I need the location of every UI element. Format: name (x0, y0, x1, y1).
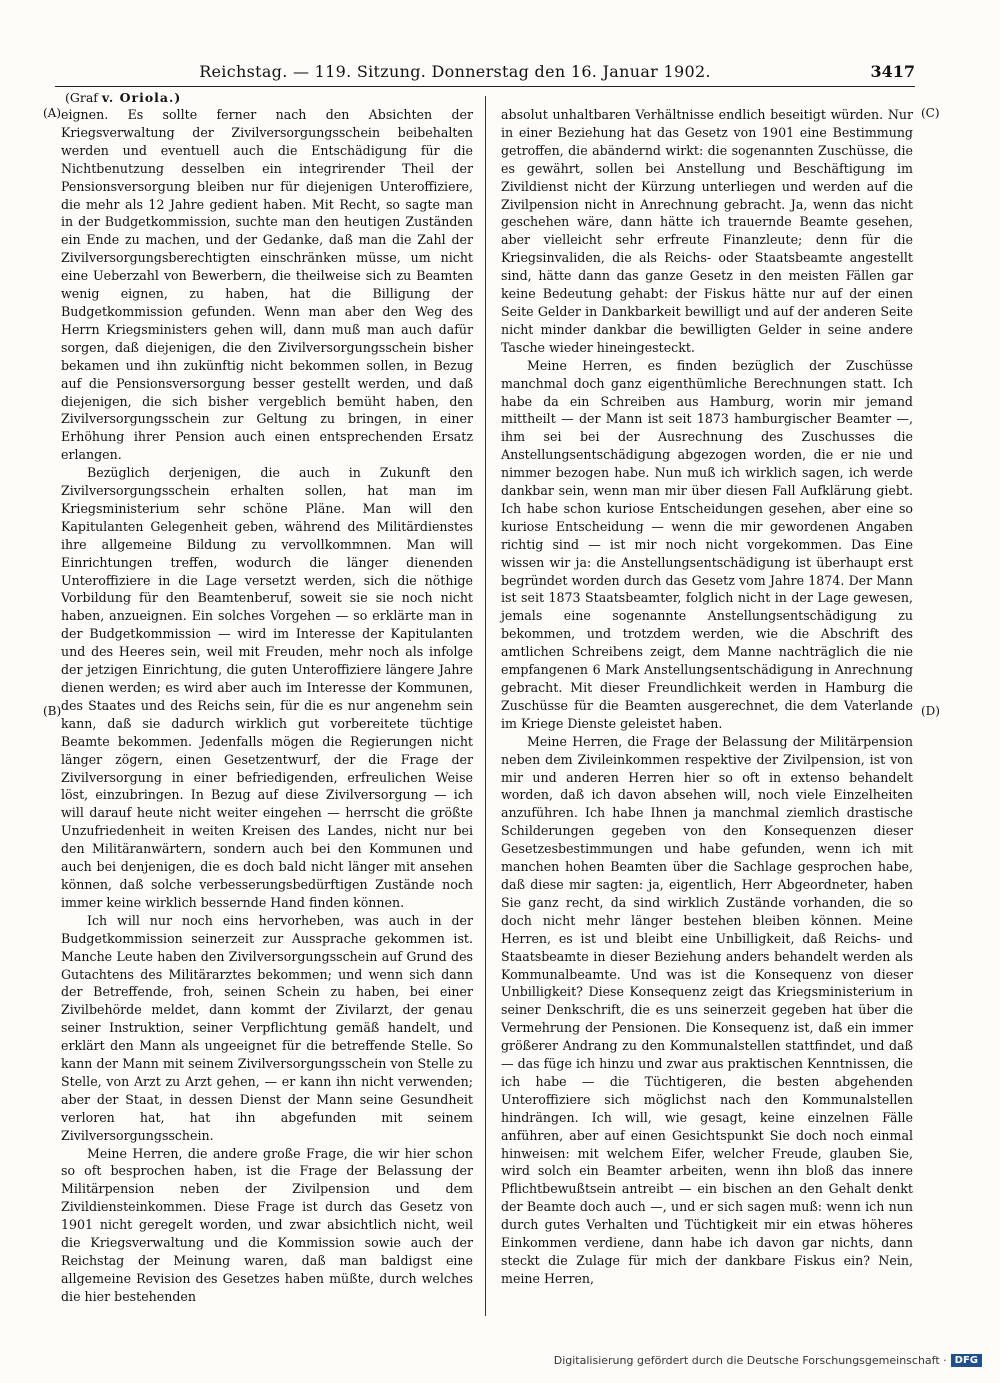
margin-mark-c: (C) (921, 106, 940, 120)
right-column (501, 106, 913, 1288)
paragraph: Ich will nur noch eins hervorheben, was auch in der Budgetkommission seinerzeit zur Aussprache gekommen ist. Manche Leute haben den Zivilversorgungsschein auf Grund des Gutachtens des Militärarztes bekommen; und wenn sich dann der Betreffende, froh, seinen Schein zu haben, bei einer Zivilbehörde meldet, dann kommt der Zivilarzt, der genau seiner Instruktion, seiner Verpflichtung gemäß handelt, und erklärt den Mann als ungeeignet für die betreffende Stelle. So kann der Mann mit seinem Zivilversorgungsschein von Stelle zu Stelle, von Arzt zu Arzt gehen, — er kann ihn nicht verwenden; aber der Staat, in dessen Dienst der Mann seine Gesundheit verloren hat, hat ihn abgefunden mit seinem Zivilversorgungsschein. (61, 912, 473, 1143)
paragraph: Meine Herren, es finden bezüglich der Zuschüsse manchmal doch ganz eigenthümliche Berechnungen statt. Ich habe da ein Schreiben aus Hamburg, worin mir jemand mittheilt — der Mann ist seit 1873 hamburgischer Beamter —, ihm sei bei der Ausrechnung des Zuschusses die Anstellungsentschädigung abgezogen worden, die er nie und nimmer bezogen habe. Nun muß ich wirklich sagen, ich werde dankbar sein, wenn man mir über diesen Fall Aufklärung giebt. Ich habe schon kuriose Entscheidungen gesehen, aber eine so kuriose Entscheidung — wenn die mir gewordenen Angaben richtig sind — ist mir noch nicht vorgekommen. Das Eine wissen wir ja: die Anstellungsentschädigung ist überhaupt erst begründet worden durch das Gesetz vom Jahre 1874. Der Mann ist seit 1873 Staatsbeamter, folglich nicht in der Lage gewesen, jemals eine sogenannte Anstellungsentschädigung zu bekommen, und trotzdem werden, wie die Abschrift des amtlichen Schreibens zeigt, dem Manne nachträglich die nie empfangenen 6 Mark Anstellungsentschädigung in Anrechnung gebracht. Mit dieser Freundlichkeit werden in Hamburg die Zuschüsse für die Beamten ausgerechnet, die dem Vaterlande im Kriege Dienste geleistet haben. (501, 357, 913, 731)
dfg-logo: DFG (951, 1354, 982, 1367)
left-column (61, 106, 473, 1306)
footer-text: Digitalisierung gefördert durch die Deutsche Forschungsgemeinschaft · (553, 1354, 947, 1367)
paragraph: absolut unhaltbaren Verhältnisse endlich beseitigt würden. Nur in einer Beziehung hat das Gesetz von 1901 eine Bestimmung getroffen, die abändernd wirkt: die sogenannten Zuschüsse, die es gewährt, sollen bei Anstellung und Beschäftigung im Zivildienst nicht der Kürzung unterliegen und werden auf die Zivilpension nicht in Anrechnung gebracht. Ja, wenn das nicht geschehen wäre, dann hätte ich trauernde Beamte gesehen, aber vielleicht sehr erfreute Finanzleute; denn für die Kriegsinvaliden, die als Reichs- oder Staatsbeamte angestellt sind, hätte dann das ganze Gesetz in den meisten Fällen gar keine Bedeutung gehabt: der Fiskus hätte nur auf der einen Seite Gelder in Dankbarkeit bewilligt und auf der anderen Seite nicht minder dankbar die bewilligten Gelder in seine andere Tasche wieder hineingesteckt. (501, 107, 913, 355)
speaker-prefix: (Graf (65, 90, 98, 105)
page (43, 0, 940, 1383)
paragraph: Meine Herren, die andere große Frage, die wir hier schon so oft besprochen haben, ist die Frage der Belassung der Militärpension neben der Zivilpension und dem Zivildiensteinkommen. Diese Frage ist durch das Gesetz von 1901 nicht geregelt worden, und zwar absichtlich nicht, weil die Kriegsverwaltung und die Kommission sowie auch der Reichstag der Meinung waren, daß man baldigst eine allgemeine Revision des Gesetzes haben müßte, durch welches die hier bestehenden (61, 1145, 473, 1304)
paragraph: Bezüglich derjenigen, die auch in Zukunft den Zivilversorgungsschein erhalten sollen, hat man im Kriegsministerium sehr schöne Pläne. Man will den Kapitulanten Gelegenheit geben, während des Militärdienstes ihre allgemeine Bildung zu vervollkommnen. Man will Einrichtungen treffen, wodurch die länger dienenden Unteroffiziere in die Lage versetzt werden, sich die nöthige Vorbildung für den Beamtenberuf, soweit sie sie noch nicht haben, anzueignen. Ein solches Vorgehen — so erklärte man in der Budgetkommission — wird im Interesse der Kapitulanten und des Heeres sein, weil mit Freuden, mehr noch als infolge der jetzigen Einrichtung, die guten Unteroffiziere längere Jahre dienen werden; es wird aber auch im Interesse der Kommunen, des Staates und des Reichs sein, für die es nur angenehm sein kann, daß sie dadurch wirklich gut vorbereitete tüchtige Beamte bekommen. Jedenfalls mögen die Regierungen nicht länger zögern, einen Gesetzentwurf, der die Frage der Zivilversorgung in einer befriedigenden, erfreulichen Weise löst, einzubringen. In Bezug auf diese Zivilversorgung — ich will darauf heute nicht weiter eingehen — herrscht die größte Unzufriedenheit in weiten Kreisen des Landes, nicht nur bei den Militäranwärtern, sondern auch bei den Kommunen und auch bei denjenigen, die es doch bald nicht länger mit ansehen können, daß solche verbesserungsbedürftigen Zustände noch immer keine wirklich bessernde Hand finden können. (61, 465, 473, 910)
speaker-name: v. Oriola.) (101, 90, 182, 105)
paragraph: eignen. Es sollte ferner nach den Absichten der Kriegsverwaltung der Zivilversorgungsschein beibehalten werden und eventuell auch die Entschädigung für die Nichtbenutzung desselben ein integrirender Theil der Pensionsversorgung bleiben nur für diejenigen Unteroffiziere, die mehr als 12 Jahre gedient haben. Mit Recht, so sagte man in der Budgetkommission, suchte man den heutigen Zuständen ein Ende zu machen, und der Gedanke, daß man die Zahl der Zivilversorgungsberechtigten einschränken müsse, um nicht eine Ueberzahl von Bewerbern, die theilweise sich zu Beamten wenig eignen, zu haben, hat die Billigung der Budgetkommission gefunden. Wenn man aber den Weg des Herrn Kriegsministers gehen will, dann muß man auch dafür sorgen, daß diejenigen, die den Zivilversorgungsschein bisher bekamen und ihn zukünftig nicht bekommen sollen, in Bezug auf die Pensionsversorgung besser gestellt werden, und daß diejenigen, die sich bisher vergeblich bemüht haben, den Zivilversorgungsschein zur Geltung zu bringen, in einer Erhöhung ihrer Pension auch einen entsprechenden Ersatz erlangen. (61, 107, 473, 463)
column-divider (485, 96, 486, 1316)
running-header (55, 60, 915, 87)
paragraph: Meine Herren, die Frage der Belassung der Militärpension neben dem Zivileinkommen respektive der Zivilpension, ist von mir und anderen Herren hier so oft in extenso behandelt worden, daß ich davon absehen will, noch viele Einzelheiten anzuführen. Ich habe Ihnen ja manchmal ziemlich drastische Schilderungen gegeben von den Konsequenzen dieser Gesetzesbestimmungen und habe gefunden, wenn ich mit manchen hohen Beamten über die Sachlage gesprochen habe, daß diese mir sagten: ja, eigentlich, Herr Abgeordneter, haben Sie ganz recht, da sind wirklich Zustände vorhanden, die so doch nicht mehr länger bestehen bleiben können. Meine Herren, es ist und bleibt eine Unbilligkeit, daß Reichs- und Staatsbeamte in dieser Beziehung anders behandelt werden als Kommunalbeamte. Und was ist die Konsequenz von dieser Unbilligkeit? Diese Konsequenz zeigt das Kriegsministerium in seiner Denkschrift, die es uns seinerzeit gegeben hat über die Vermehrung der Pensionen. Die Konsequenz ist, daß ein immer größerer Andrang zu den Kommunalstellen stattfindet, und daß — das füge ich hinzu und zwar aus praktischen Kenntnissen, die ich habe — die Tüchtigeren, die besten abgehenden Unteroffiziere sich möglichst nach den Kommunalstellen hindrängen. Ich will, wie gesagt, keine einzelnen Fälle anführen, aber auf einen Gesichtspunkt Sie doch noch einmal hinweisen: mit welchem Eifer, welcher Freude, glauben Sie, wird solch ein Beamter arbeiten, wenn ihn bloß das innere Pflichtbewußtsein antreibt — ein bischen an den Gehalt denkt der Beamte doch auch —, und er sich sagen muß: wenn ich nun durch gutes Verhalten und Tüchtigkeit mir ein etwas höheres Einkommen verdiene, dann habe ich davon gar nichts, dann steckt die Zulage für mich der dankbare Fiskus ein? Nein, meine Herren, (501, 733, 913, 1286)
margin-mark-a: (A) (43, 106, 62, 120)
margin-mark-b: (B) (43, 704, 62, 718)
margin-mark-d: (D) (921, 704, 940, 718)
digitization-footer (554, 1354, 982, 1367)
running-title: Reichstag. — 119. Sitzung. Donnerstag den 16. Januar 1902. (199, 62, 711, 81)
page-number: 3417 (870, 62, 915, 81)
speaker-label (65, 90, 181, 105)
